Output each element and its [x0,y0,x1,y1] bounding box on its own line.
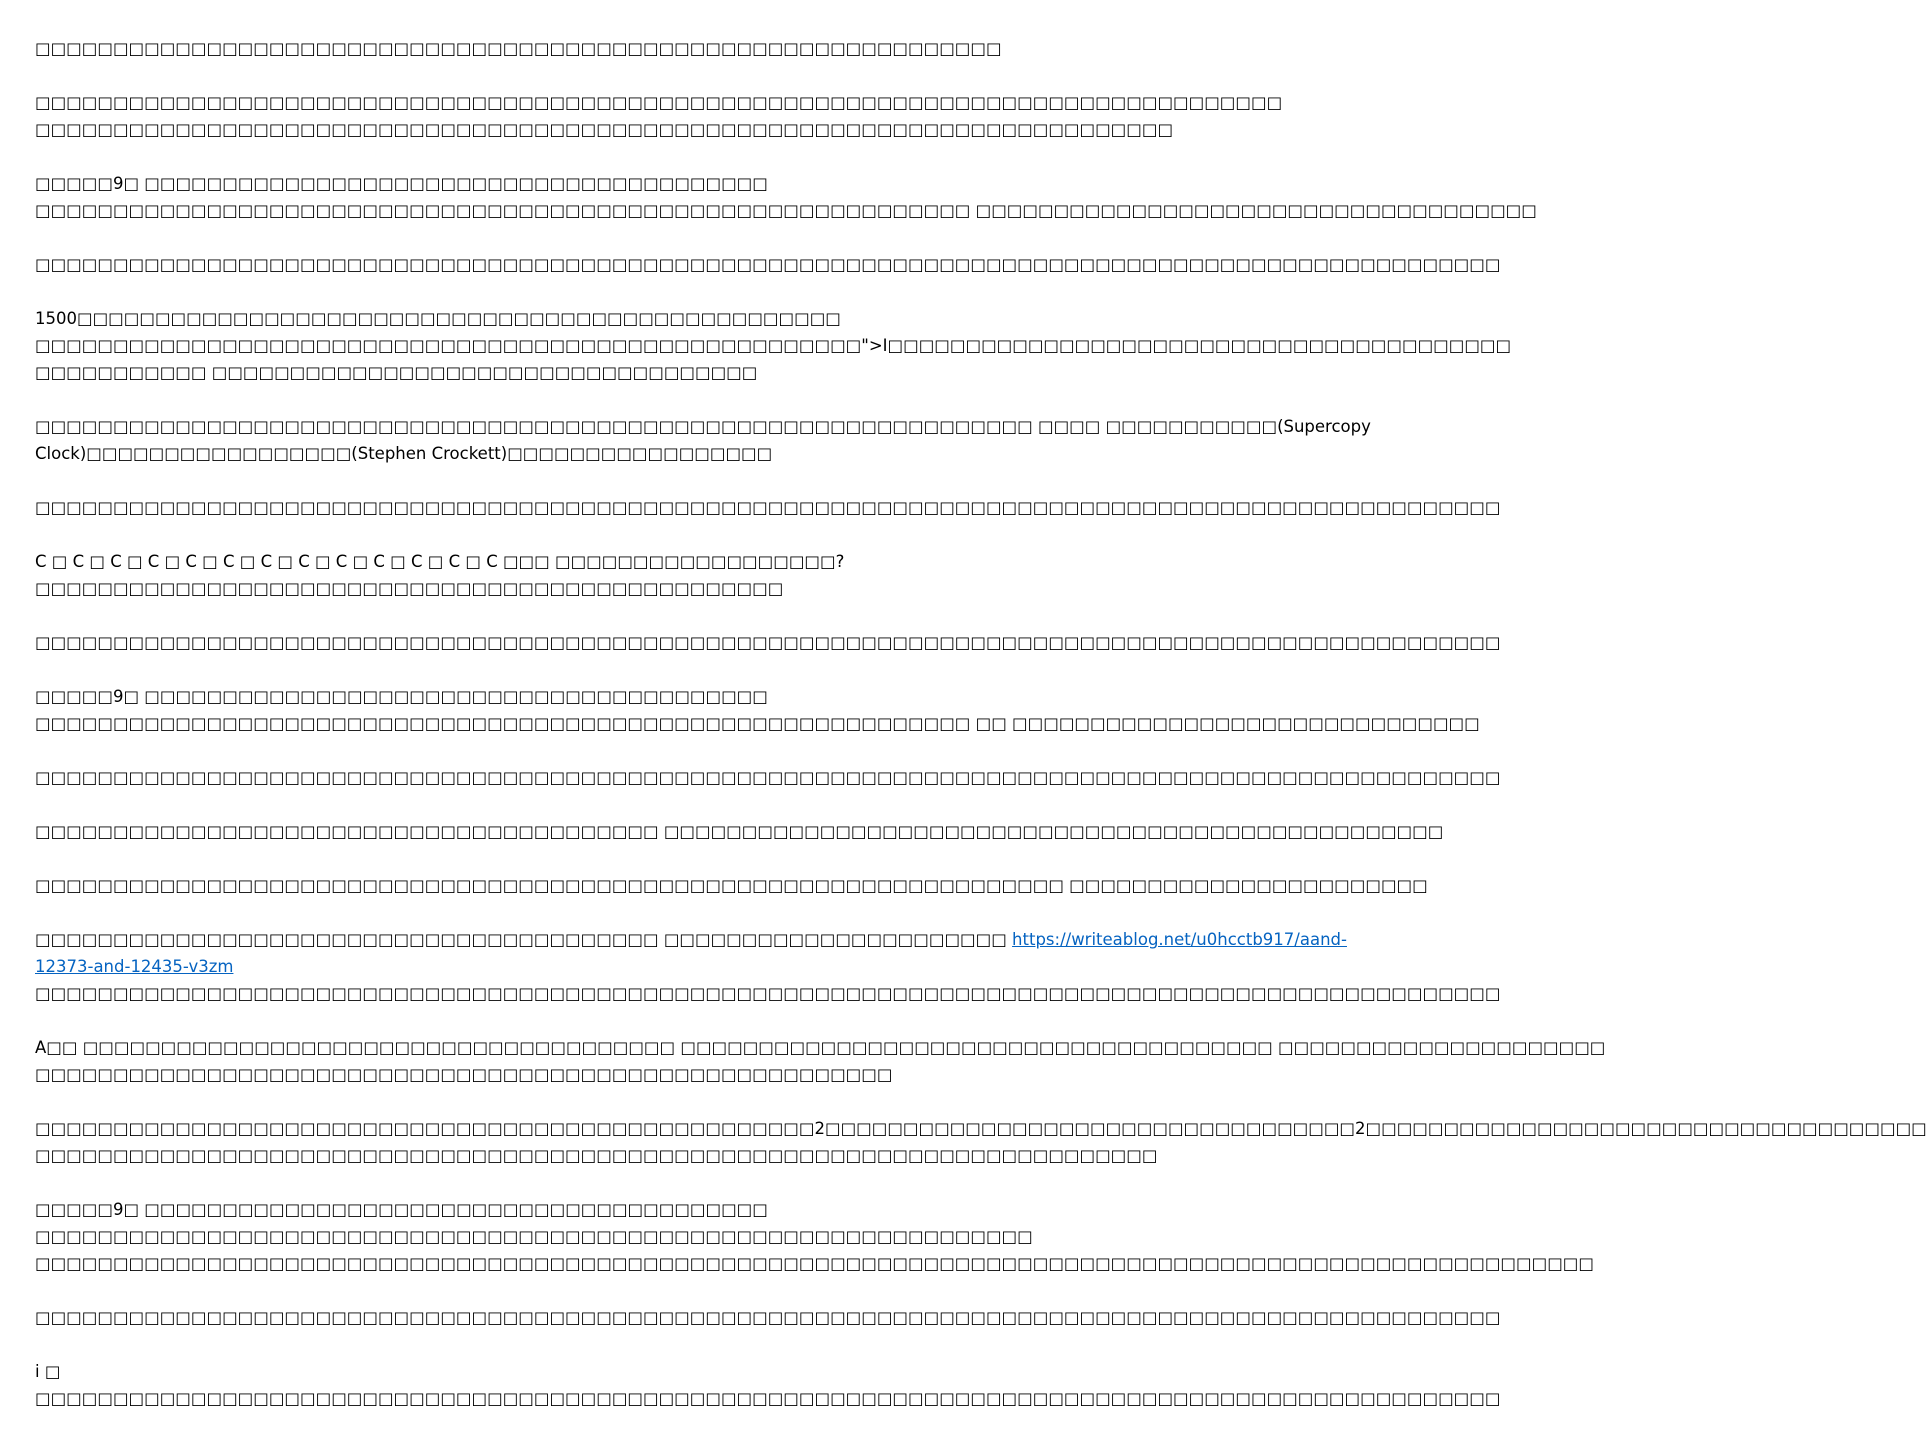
paragraph-3 [35,170,1537,224]
text-line: □□□□□9□ □□□□□□□□□□□□□□□□□□□□□□□□□□□□□□□□□□□□□□□□ [35,174,768,193]
text-line: □□□□□□□□□□□□□□□□□□□□□□□□□□□□□□□□□□□□□□□□□□□□□□□□□□2□□□□□□□□□□□□□□□□□□□□□□□□□□□□□□□□□□2□□□□□□□□□□□□□□□□□□□□□□□□□□□□□□□□□□□□ [35,1119,1927,1138]
text-line: □□□□□□□□□□□□□□□□□□□□□□□□□□□□□□□□□□□□□□□□□□□□□□□□□□□□□□□□□□□□□□□□□□□□□□□□□□□□□□□□□□□□□□□□□□□□□□ [35,255,1501,274]
text-line: □□□□□□□□□□□□□□□□□□□□□□□□□□□□□□□□□□□□□□□□□□□□□□□□□□□□□□□□□□□□□□□□□□ □□□□□□□□□□□□□□□□□□□□□□□ [35,876,1428,895]
text-line: □□□□□□□□□□□□□□□□□□□□□□□□□□□□□□□□□□□□□□□□□□□□□□□□□□□□□□□□□□□□ □□□□□□□□□□□□□□□□□□□□□□□□□□□□□□□□□□□□ [35,201,1537,220]
text-line: □□□□□□□□□□□□□□□□□□□□□□□□□□□□□□□□□□□□□□□□□□□□□□□□□□□□□□□□□□□□ □□ □□□□□□□□□□□□□□□□□□□□□□□□□□□□□□ [35,714,1480,733]
paragraph-15 [35,1034,1606,1088]
paragraph-16 [35,1115,1927,1169]
text-line: □□□□□□□□□□□□□□□□□□□□□□□□□□□□□□□□□□□□□□□□□□□□□□□□□□□□□□□□□□□□□□□□□□□□□□□□□□□□□□□□□□□□□□□□□□□□□□ [35,768,1501,787]
text-line: □□□□□□□□□□□□□□□□□□□□□□□□□□□□□□□□□□□□□□□□□□□□□□□□□□□□□□□□□□□□□□□□ [35,1227,1033,1246]
external-link[interactable]: https://writeablog.net/u0hcctb917/aand- [1012,930,1347,949]
text-run: □□□□□□□□□□□□□□□□□□□□□□□□□□□□□□□□□□□□□□□□ □□□□□□□□□□□□□□□□□□□□□□ [35,930,1013,949]
paragraph-13 [35,872,1428,899]
paragraph-4 [35,251,1501,278]
paragraph-9 [35,629,1501,656]
text-line: □□□□□□□□□□□□□□□□□□□□□□□□□□□□□□□□□□□□□□□□□□□□□□□□□□□□□">I□□□□□□□□□□□□□□□□□□□□□□□□□□□□□□□□□□□□□□□□ [35,336,1512,355]
link-continuation [35,953,990,980]
text-line: □□□□□□□□□□□□□□□□□□□□□□□□□□□□□□□□□□□□□□□□□□□□□□□□□□□□□□□□□□□□□□□□□□□□□□□□□□□□□□□□□□□□□□□□□□□□□□ [35,498,1501,517]
text-line: □□□□□9□ □□□□□□□□□□□□□□□□□□□□□□□□□□□□□□□□□□□□□□□□ [35,1200,768,1219]
paragraph-5 [35,305,1512,386]
text-line: □□□□□□□□□□□□□□□□□□□□□□□□□□□□□□□□□□□□□□□□ □□□□□□□□□□□□□□□□□□□□□□□□□□□□□□□□□□□□□□□□□□□□□□□□□□ [35,822,1444,841]
paragraph-18 [35,1304,1501,1331]
text-line-with-link [35,926,1347,953]
paragraph-11 [35,764,1501,791]
text-line: A□□ □□□□□□□□□□□□□□□□□□□□□□□□□□□□□□□□□□□□□□ □□□□□□□□□□□□□□□□□□□□□□□□□□□□□□□□□□□□□□ □□□□□□□□□□□□□□□□□□□□□ [35,1038,1606,1057]
text-line: C □ C □ C □ C □ C □ C □ C □ C □ C □ C □ C □ C □ C □□□ □□□□□□□□□□□□□□□□□□? [35,552,845,571]
text-line: □□□□□□□□□□□□□□□□□□□□□□□□□□□□□□□□□□□□□□□□□□□□□□□□ [35,579,784,598]
text-line: □□□□□□□□□□□□□□□□□□□□□□□□□□□□□□□□□□□□□□□□□□□□□□□□□□□□□□□□□□□□□□□□□□□□□□□□□□□□□□□□□□□□□□□□□□□□□□ [35,1308,1501,1327]
text-line: □□□□□□□□□□□□□□□□□□□□□□□□□□□□□□□□□□□□□□□□□□□□□□□□□□□□□□□□□□□□□□□□ □□□□ □□□□□□□□□□□(Supercopy [35,417,1371,436]
text-line: 1500□□□□□□□□□□□□□□□□□□□□□□□□□□□□□□□□□□□□□□□□□□□□□□□□□ [35,309,841,328]
text-line: □□□□□□□□□□□□□□□□□□□□□□□□□□□□□□□□□□□□□□□□□□□□□□□□□□□□□□□□□□□□□□□□□□□□□□□□□□□□□□□□ [35,93,1283,112]
text-line: □□□□□□□□□□□□□□□□□□□□□□□□□□□□□□□□□□□□□□□□□□□□□□□□□□□□□□□□□□□□□□□□□□□□□□□□□□□□□□□□□□□□□□□□□□□□□□□□□□□□ [35,1254,1594,1273]
text-line: □□□□□□□□□□□□□□□□□□□□□□□□□□□□□□□□□□□□□□□□□□□□□□□□□□□□□□□ [35,1065,893,1084]
paragraph-19 [35,1358,1501,1412]
text-line: □□□□□□□□□□□□□□□□□□□□□□□□□□□□□□□□□□□□□□□□□□□□□□□□□□□□□□□□□□□□□□□□□□□□□□□□□□□□□□□□□□□□□□□□□□□□□□ [35,984,1501,1003]
external-link-continuation[interactable]: 12373-and-12435-v3zm [35,957,234,976]
paragraph-14 [35,926,1501,1007]
text-line: i □ [35,1362,61,1381]
text-line: □□□□□□□□□□□□□□□□□□□□□□□□□□□□□□□□□□□□□□□□□□□□□□□□□□□□□□□□□□□□□□□□□□□□□□□□□□□□□□□□□□□□□□□□□□□□□□ [35,633,1501,652]
paragraph-8 [35,548,990,602]
text-line: □□□□□□□□□□□□□□□□□□□□□□□□□□□□□□□□□□□□□□□□□□□□□□□□□□□□□□□□□□□□□□□□□□□□□□□□□□□□□□□□□□□□□□□□□□□□□□ [35,1389,1501,1408]
paragraph-17 [35,1196,1594,1277]
paragraph-10 [35,683,1480,737]
text-line: □□□□□□□□□□□ □□□□□□□□□□□□□□□□□□□□□□□□□□□□□□□□□□□ [35,363,758,382]
text-line: □□□□□□□□□□□□□□□□□□□□□□□□□□□□□□□□□□□□□□□□□□□□□□□□□□□□□□□□□□□□□□□□□□□□□□□□□ [35,120,1174,139]
paragraph-6 [35,413,1371,467]
paragraph-7 [35,494,1501,521]
text-line: □□□□□□□□□□□□□□□□□□□□□□□□□□□□□□□□□□□□□□□□□□□□□□□□□□□□□□□□□□□□□□□□□□□□□□□□ [35,1146,1158,1165]
text-line: Clock)□□□□□□□□□□□□□□□□□(Stephen Crockett)□□□□□□□□□□□□□□□□□ [35,444,773,463]
text-line: □□□□□9□ □□□□□□□□□□□□□□□□□□□□□□□□□□□□□□□□□□□□□□□□ [35,687,768,706]
paragraph-12 [35,818,1444,845]
text-line: □□□□□□□□□□□□□□□□□□□□□□□□□□□□□□□□□□□□□□□□□□□□□□□□□□□□□□□□□□□□□□ [35,39,1002,58]
paragraph-1 [35,35,1002,62]
paragraph-2 [35,89,1283,143]
